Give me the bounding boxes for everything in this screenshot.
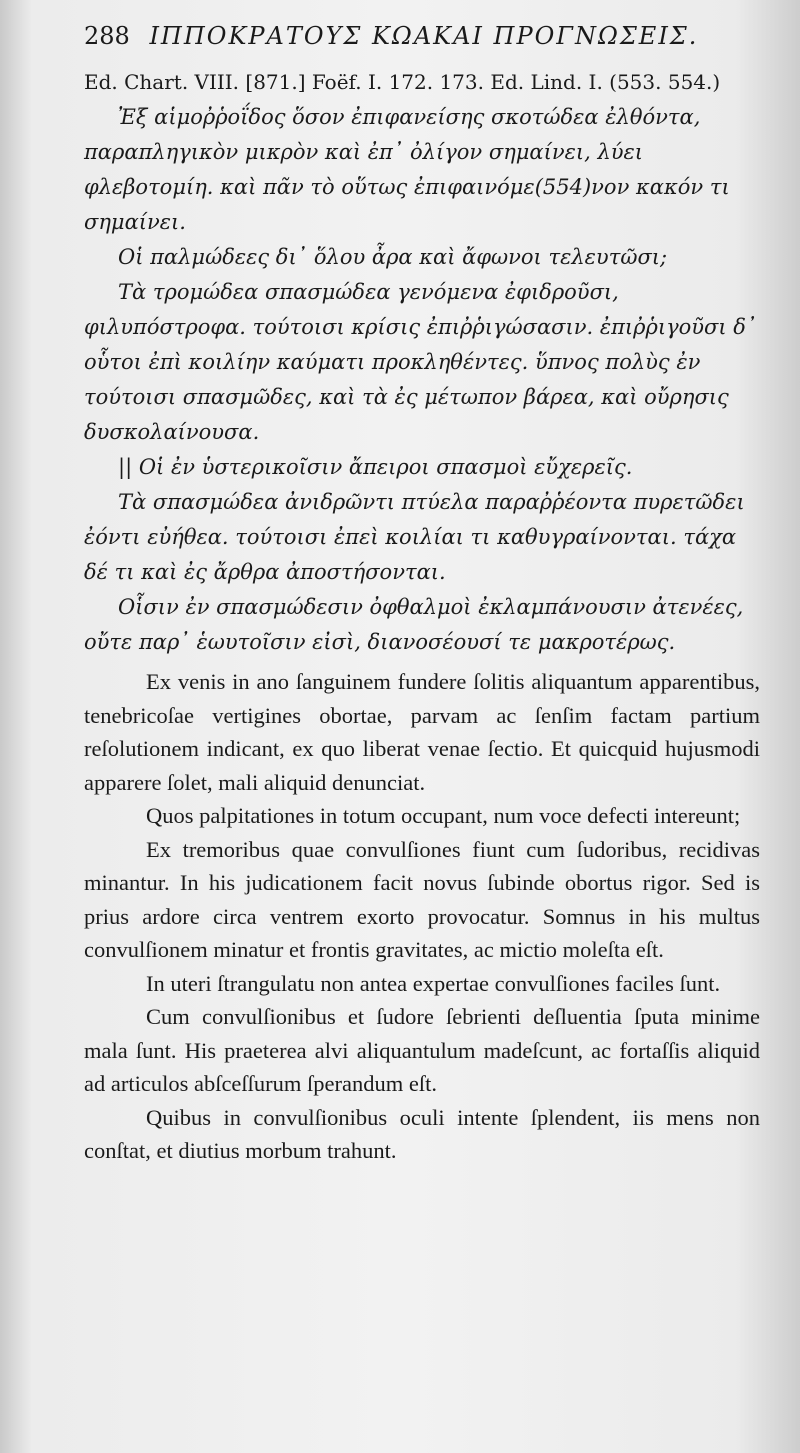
latin-paragraph: In uteri ſtrangulatu non antea expertae convulſiones faciles ſunt. <box>146 970 721 996</box>
latin-text-block <box>84 665 760 1168</box>
page-number: 288 <box>84 22 130 50</box>
greek-paragraph: Τὰ σπασμώδεα ἀνιδρῶντι πτύελα παραῤῥέοντα πυρετῶδει ἐόντι εὐήθεα. τούτοισι ἐπεὶ κοιλίαι τι καθυγραίνονται. τάχα δέ τι καὶ ἐς ἄρθρα ἀποστήσονται. <box>84 490 745 584</box>
greek-text-block <box>84 100 760 660</box>
greek-paragraph: || Οἱ ἐν ὑστερικοῖσιν ἄπειροι σπασμοὶ εὔχερεῖς. <box>118 455 633 479</box>
greek-paragraph: Τὰ τρομώδεα σπασμώδεα γενόμενα ἐφιδροῦσι, φιλυπόστροφα. τούτοισι κρίσις ἐπιῤῥιγώσασιν. ἐπιῤῥιγοῦσι δ᾽ οὗτοι ἐπὶ κοιλίην καύματι προκληθέντες. ὕπνος πολὺς ἐν τούτοισι σπασμῶδες, καὶ τὰ ἐς μέτωπον βάρεα, καὶ οὔρησις δυσκολαίνουσα. <box>84 280 757 444</box>
latin-paragraph: Ex tremoribus quae convulſiones fiunt cum ſudoribus, recidivas minantur. In his judicationem facit novus ſubinde obortus rigor. Sed is prius ardore circa ventrem exorto provocatur. Somnus in his multus convulſionem minatur et frontis gravitates, ac mictio moleſta eſt. <box>84 836 760 962</box>
running-title: ΙΠΠΟΚΡΑΤΟΥΣ ΚΩΑΚΑΙ ΠΡΟΓΝΩΣΕΙΣ. <box>149 22 699 50</box>
greek-paragraph: Ἐξ αἱμοῤῥοΐδος ὅσον ἐπιφανείσης σκοτώδεα ἐλθόντα, παραπληγικὸν μικρὸν καὶ ἐπ᾽ ὀλίγον σημαίνει, λύει φλεβοτομίη. καὶ πᾶν τὸ οὕτως ἐπιφαινόμε(554)νον κακόν τι σημαίνει. <box>84 105 730 234</box>
latin-paragraph: Ex venis in ano ſanguinem fundere ſolitis aliquantum apparentibus, tenebricoſae vertigines obortae, parvam ac ſenſim factam partium reſolutionem indicant, ex quo liberat venae ſectio. Et quicquid hujusmodi apparere ſolet, mali aliquid denunciat. <box>84 669 760 795</box>
running-header <box>84 22 774 50</box>
latin-paragraph: Cum convulſionibus et ſudore ſebrienti deſluentia ſputa minime mala ſunt. His praeterea alvi aliquantulum madeſcunt, ac fortaſſis aliquid ad articulos abſceſſurum ſperandum eſt. <box>84 1004 760 1096</box>
edition-reference: Ed. Chart. VIII. [871.] Foëf. I. 172. 173. Ed. Lind. I. (553. 554.) <box>84 70 721 94</box>
latin-paragraph: Quibus in convulſionibus oculi intente ſplendent, iis mens non conſtat, et diutius morbum trahunt. <box>84 1104 760 1163</box>
greek-paragraph: Οἱ παλμώδεες δι᾽ ὅλου ἆρα καὶ ἄφωνοι τελευτῶσι; <box>118 245 668 269</box>
greek-paragraph: Οἷσιν ἐν σπασμώδεσιν ὀφθαλμοὶ ἐκλαμπάνουσιν ἀτενέες, οὔτε παρ᾽ ἑωυτοῖσιν εἰσὶ, διανοσέουσί τε μακροτέρως. <box>84 595 744 654</box>
latin-paragraph: Quos palpitationes in totum occupant, num voce defecti intereunt; <box>146 803 741 828</box>
